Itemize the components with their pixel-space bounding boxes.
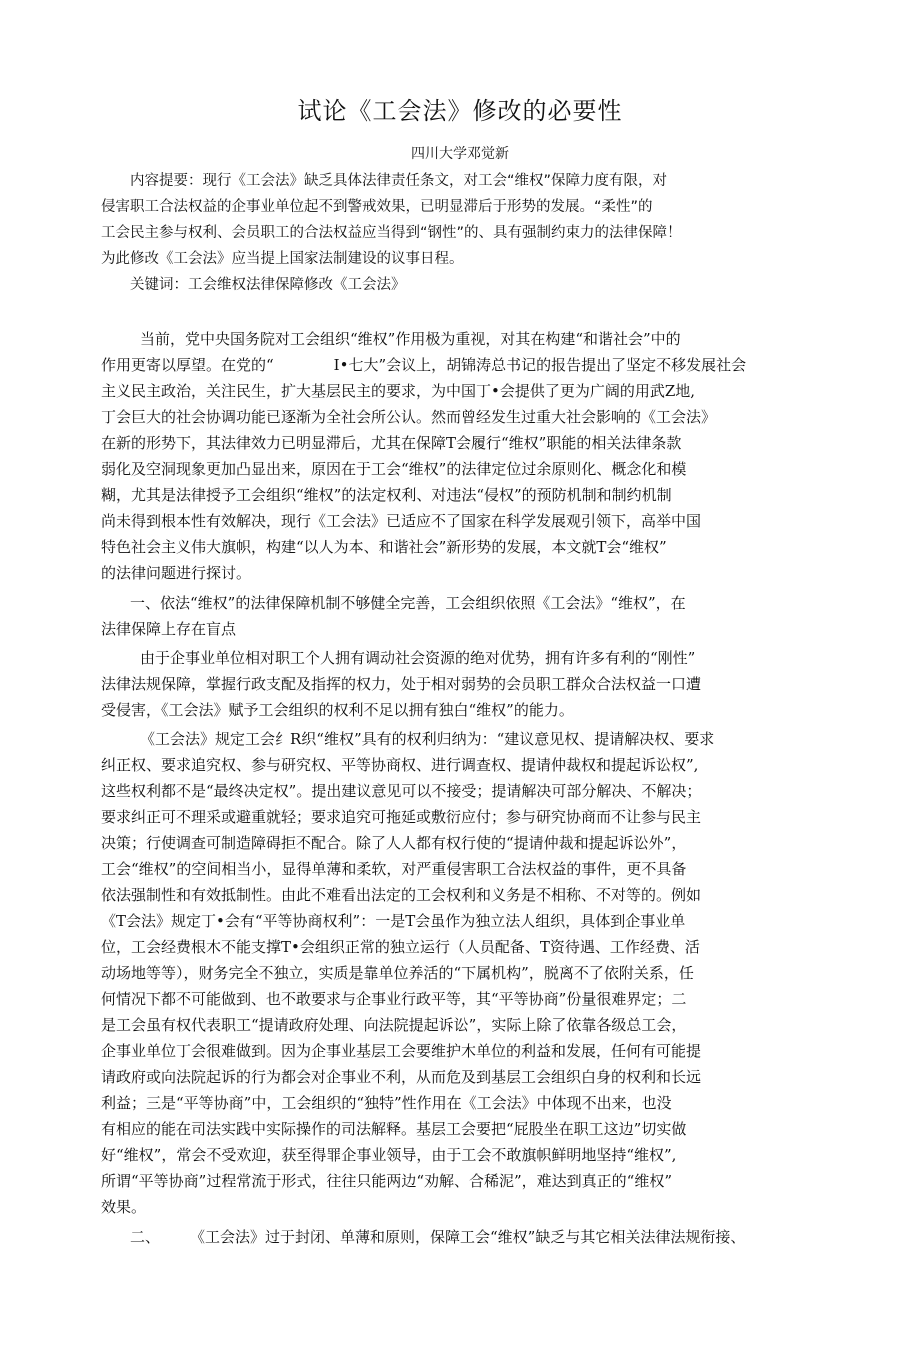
body-line: 动场地等等），财务完全不独立，实质是靠单位养活的“下属机构”，脱离不了依附关系，任 — [101, 964, 694, 982]
body-line: 决策；行使调查可制造障碍拒不配合。除了人人都有权行使的“提请仲裁和提起诉讼外”， — [101, 834, 687, 852]
body-line: 有相应的能在司法实践中实际操作的司法解释。基层工会要把“屁股坐在职工这边”切实做 — [101, 1120, 687, 1138]
body-line: 是工会虽有权代表职工“提请政府处理、向法院提起诉讼”，实际上除了依靠各级总工会， — [101, 1016, 687, 1034]
body-line: 请政府或向法院起诉的行为都会对企事业不利，从而危及到基层工会组织白身的权利和长远 — [101, 1068, 702, 1086]
body-line: 弱化及空洞现象更加凸显出来，原因在于工会“维权”的法律定位过余原则化、概念化和模 — [101, 460, 687, 478]
section-heading-line: 一、依法“维权”的法律保障机制不够健全完善，工会组织依照《工会法》“维权”，在 — [130, 594, 686, 612]
body-line: 法律法规保障，掌握行政支配及指挥的权力，处于相对弱势的会员职工群众合法权益一口遭 — [101, 675, 702, 693]
body-line: 作用更寄以厚望。在党的“ I•七大”会议上，胡锦涛总书记的报告提出了坚定不移发展社会 — [101, 356, 747, 374]
abstract-line: 侵害职工合法权益的企事业单位起不到警戒效果，已明显滞后于形势的发展。“柔性”的 — [101, 199, 653, 215]
body-line: 丁会巨大的社会协调功能已逐渐为全社会所公认。然而曾经发生过重大社会影响的《工会法》 — [101, 408, 717, 426]
body-line: 尚未得到根本性有效解决，现行《工会法》已适应不了国家在科学发展观引领下，高举中国 — [101, 512, 702, 530]
author-line: 四川大学邓觉新 — [411, 146, 509, 162]
body-line: 效果。 — [101, 1198, 147, 1216]
abstract-line: 工会民主参与权利、会员职工的合法权益应当得到“钢性”的、具有强制约束力的法律保障！ — [101, 225, 682, 241]
section-heading-line: 法律保障上存在盲点 — [101, 620, 237, 638]
body-line: 由于企事业单位相对职工个人拥有调动社会资源的绝对优势，拥有许多有利的“刚性” — [140, 649, 696, 667]
keywords-line: 关键词：工会维权法律保障修改《工会法》 — [130, 277, 406, 293]
body-line: 位，工会经费根木不能支撑T•会组织正常的独立运行（人员配备、T资待遇、工作经费、活 — [101, 938, 700, 956]
body-line: 《T会法》规定丁•会有“平等协商权利”：一是T会虽作为独立法人组织，具体到企事业单 — [101, 912, 686, 930]
body-line: 当前，党中央国务院对工会组织“维权”作用极为重视，对其在构建“和谐社会”中的 — [140, 330, 681, 348]
body-line: 在新的形势下，其法律效力已明显滞后，尤其在保障T会履行“维权”职能的相关法律条款 — [101, 434, 682, 452]
body-line: 糊，尤其是法律授予工会组织“维权”的法定权利、对违法“侵权”的预防机制和制约机制 — [101, 486, 672, 504]
abstract-line: 为此修改《工会法》应当提上国家法制建设的议事日程。 — [101, 251, 464, 267]
body-line: 主义民主政治，关注民生，扩大基层民主的要求，为中国丁•会提供了更为广阔的用武Z地, — [101, 382, 696, 400]
document-title: 试论《工会法》修改的必要性 — [297, 97, 623, 125]
body-line: 好“维权”，常会不受欢迎，获至得罪企事业领导，由于工会不敢旗帜鲜明地坚持“维权”, — [101, 1146, 677, 1164]
body-line: 所谓“平等协商”过程常流于形式，往往只能两边“劝解、合稀泥”，难达到真正的“维权” — [101, 1172, 673, 1190]
body-line: 利益；三是“平等协商”中，工会组织的“独特”性作用在《工会法》中体现不出来，也没 — [101, 1094, 672, 1112]
body-line: 受侵害，《工会法》赋予工会组织的权利不足以拥有独白“维权”的能力。 — [101, 701, 574, 719]
abstract-line: 内容提要：现行《工会法》缺乏具体法律责任条文，对工会“维权”保障力度有限，对 — [130, 173, 668, 189]
body-line: 工会“维权”的空间相当小，显得单薄和柔软，对严重侵害职工合法权益的事件，更不具备 — [101, 860, 687, 878]
body-line: 依法强制性和有效抵制性。由此不难看出法定的工会权利和义务是不相称、不对等的。例如 — [101, 886, 702, 904]
body-line: 何情况下都不可能做到、也不敢要求与企事业行政平等，其“平等协商”份量很难界定；二 — [101, 990, 687, 1008]
section-heading-line: 二、 《工会法》过于封闭、单薄和原则，保障工会“维权”缺乏与其它相关法律法规衔接、 — [130, 1228, 746, 1246]
body-line: 特色社会主义伟大旗帜，构建“以人为本、和谐社会”新形势的发展，本文就T会“维权” — [101, 538, 667, 556]
body-line: 这些权利都不是“最终决定权”。提出建议意见可以不接受；提请解决可部分解决、不解决； — [101, 782, 702, 800]
body-line: 企事业单位丁会很难做到。因为企事业基层工会要维护木单位的利益和发展，任何有可能提 — [101, 1042, 702, 1060]
body-line: 《工会法》规定工会纟R织“维权”具有的权利归纳为：“建议意见权、提请解决权、要求 — [140, 730, 715, 748]
body-line: 要求纠正可不理采或避重就轻；要求追究可拖延或敷衍应付；参与研究协商而不让参与民主 — [101, 808, 702, 826]
body-line: 纠正权、要求追究权、参与研究权、平等协商权、进行调查权、提请仲裁权和提起诉讼权”, — [101, 756, 699, 774]
body-line: 的法律问题进行探讨。 — [101, 564, 252, 582]
